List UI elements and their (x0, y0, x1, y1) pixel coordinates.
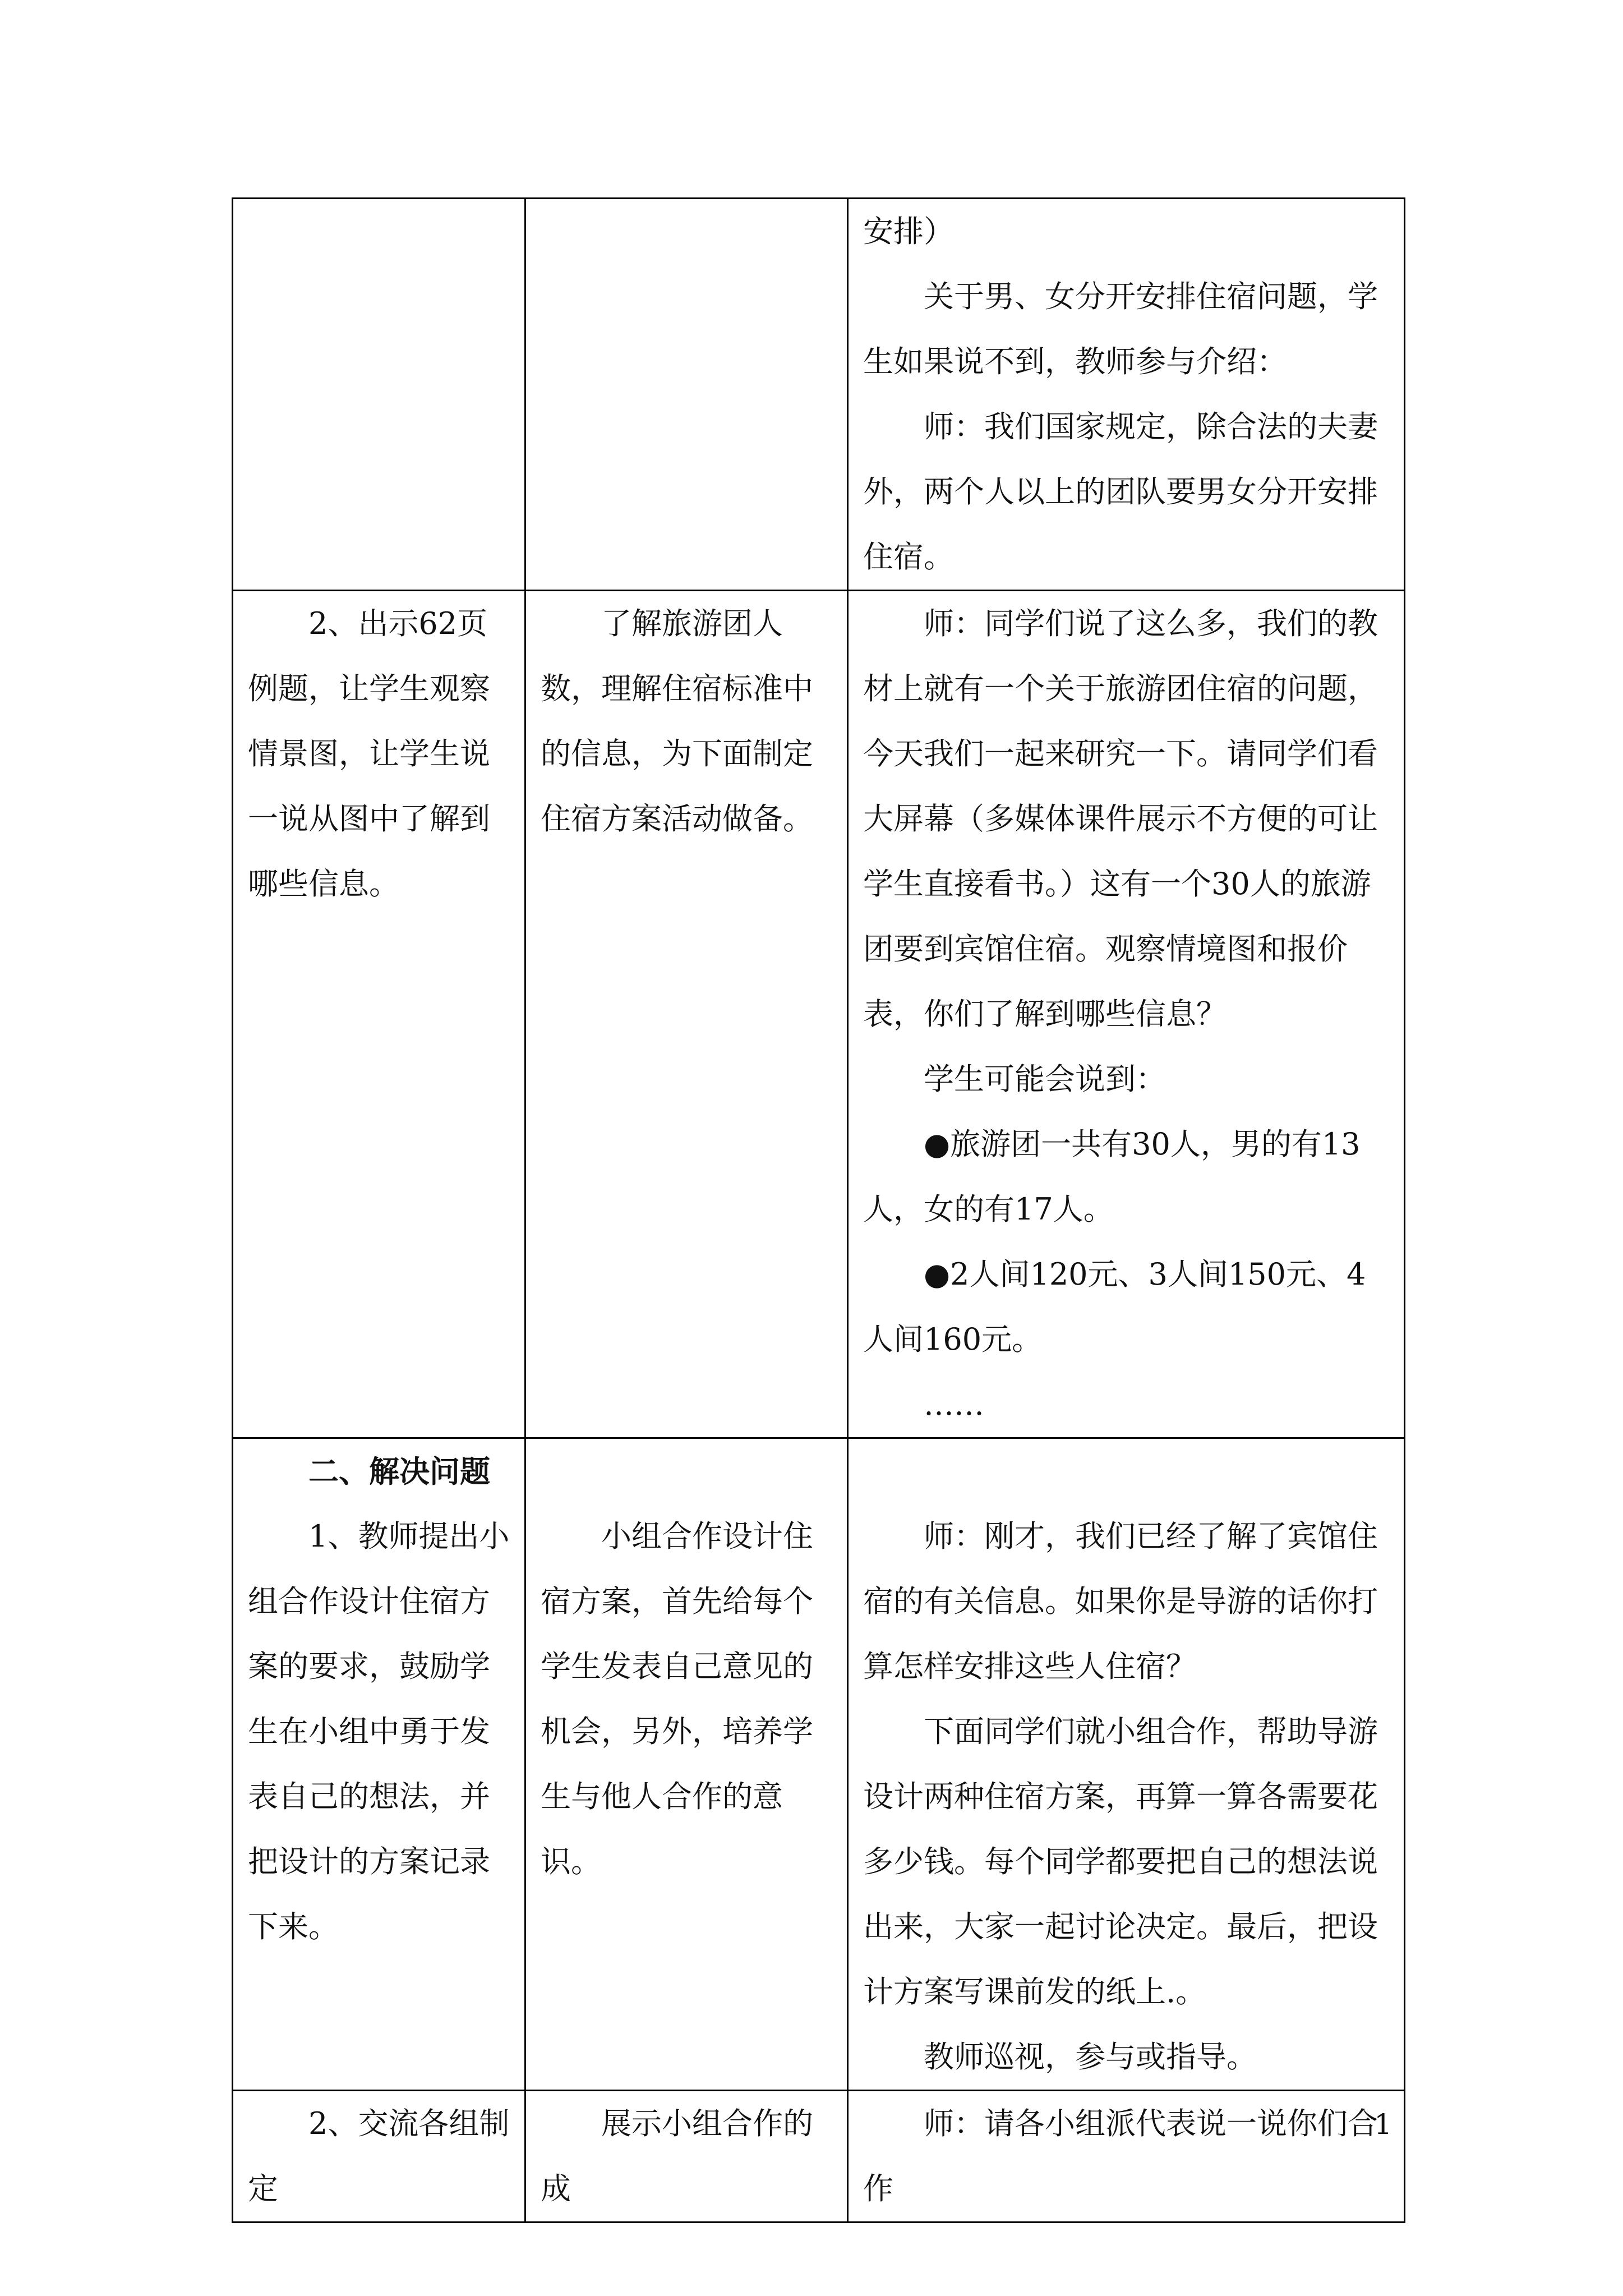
cell-teacher-activity (233, 199, 525, 591)
bullet-item: ●2人间120元、3人间150元、4人间160元。 (863, 1257, 1366, 1357)
cell-process (848, 591, 1405, 1438)
ellipsis: …… (924, 1387, 984, 1422)
cell-process (848, 1438, 1405, 2091)
paragraph: 安排） (863, 214, 954, 249)
paragraph: 了解旅游团人数，理解住宿标准中的信息，为下面制定住宿方案活动做备。 (541, 606, 813, 836)
cell-process (848, 199, 1405, 591)
paragraph: 2、出示62页例题，让学生观察情景图，让学生说一说从图中了解到哪些信息。 (248, 606, 490, 901)
paragraph: 1、教师提出小组合作设计住宿方案的要求，鼓励学生在小组中勇于发表自己的想法，并把设计的方案记录下来。 (248, 1519, 510, 1944)
paragraph: 学生可能会说到： (924, 1061, 1166, 1097)
cell-teacher-activity (233, 1438, 525, 2091)
paragraph: 教师巡视，参与或指导。 (924, 2039, 1257, 2074)
table-row (233, 1438, 1405, 2091)
cell-design-intent (525, 1438, 848, 2091)
cell-teacher-activity (233, 2091, 525, 2223)
lesson-plan-table (232, 197, 1405, 2223)
table-row (233, 199, 1405, 591)
paragraph: 关于男、女分开安排住宿问题，学生如果说不到，教师参与介绍： (863, 279, 1378, 379)
section-heading: 二、解决问题 (308, 1453, 490, 1489)
paragraph: 师：请各小组派代表说一说你们合作 (863, 2106, 1378, 2206)
paragraph: 小组合作设计住宿方案，首先给每个学生发表自己意见的机会，另外，培养学生与他人合作的意识。 (541, 1519, 813, 1879)
paragraph: 展示小组合作的成 (541, 2106, 813, 2206)
bullet-item: ●旅游团一共有30人，男的有13人，女的有17人。 (863, 1126, 1361, 1227)
table-row (233, 591, 1405, 1438)
page-number: 1 (1374, 2108, 1392, 2141)
paragraph: 师：同学们说了这么多，我们的教材上就有一个关于旅游团住宿的问题，今天我们一起来研究一下。请同学们看大屏幕（多媒体课件展示不方便的可让学生直接看书。）这有一个30人的旅游团要到宾馆住宿。观察情境图和报价表，你们了解到哪些信息？ (863, 606, 1378, 1032)
cell-design-intent (525, 199, 848, 591)
cell-teacher-activity (233, 591, 525, 1438)
paragraph: 师：刚才，我们已经了解了宾馆住宿的有关信息。如果你是导游的话你打算怎样安排这些人住宿？ (863, 1519, 1378, 1684)
paragraph: 师：我们国家规定，除合法的夫妻外，两个人以上的团队要男女分开安排住宿。 (863, 409, 1378, 574)
paragraph: 2、交流各组制定 (248, 2106, 510, 2206)
cell-process (848, 2091, 1405, 2223)
paragraph: 下面同学们就小组合作，帮助导游设计两种住宿方案，再算一算各需要花多少钱。每个同学都要把自己的想法说出来，大家一起讨论决定。最后，把设计方案写课前发的纸上.。 (863, 1714, 1378, 2009)
cell-design-intent (525, 2091, 848, 2223)
cell-design-intent (525, 591, 848, 1438)
table-row (233, 2091, 1405, 2223)
